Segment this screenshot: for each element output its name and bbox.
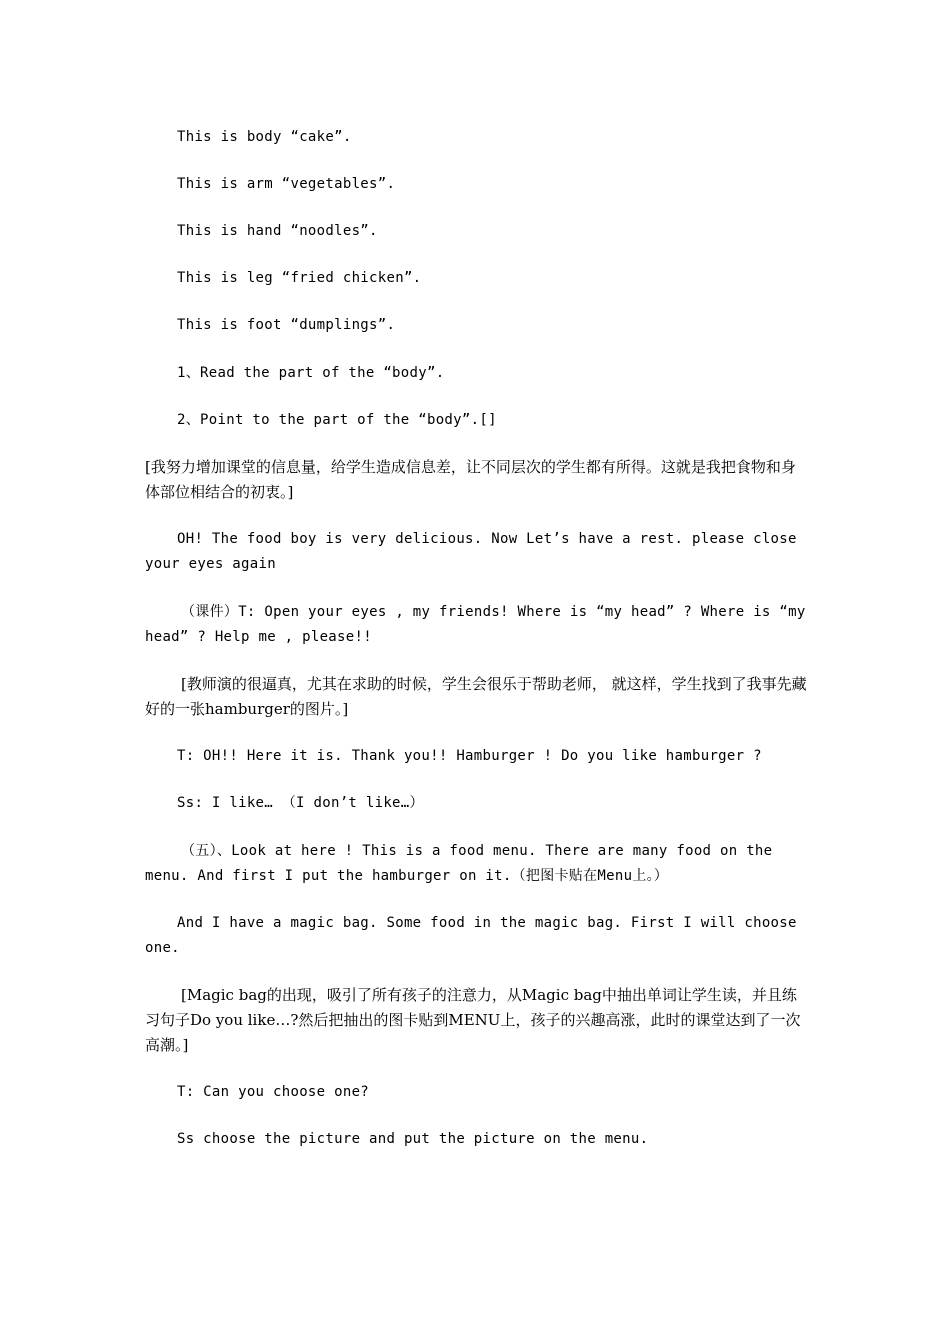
line-arm-vegetables: This is arm “vegetables”. (177, 176, 396, 192)
line-hand-noodles: This is hand “noodles”. (177, 223, 378, 239)
line-ss-choose-picture: Ss choose the picture and put the picture on the menu. (177, 1131, 649, 1147)
line-here-it-is: T: OH!! Here it is. Thank you!! Hamburger ! Do you like hamburger ? (177, 748, 762, 764)
line-leg-fried-chicken: This is leg “fried chicken”. (177, 270, 422, 286)
line-magic-bag: And I have a magic bag. Some food in the magic bag. First I will choose one. (145, 915, 797, 956)
section-five-food-menu: （五）、Look at here ! This is a food menu. There are many food on the menu. And first I put the hamburger on it.（把图卡贴在Menu上。） (145, 843, 773, 884)
line-body-cake: This is body “cake”. (177, 129, 352, 145)
step-read-body: 1、Read the part of the “body”. (177, 365, 445, 381)
teacher-note-info-gap: [我努力增加课堂的信息量，给学生造成信息差，让不同层次的学生都有所得。这就是我把食物和身体部位相结合的初衷。] (145, 458, 796, 501)
line-open-eyes: （课件）T: Open your eyes , my friends! Where is “my head” ? Where is “my head” ? Help me , please!! (145, 604, 806, 645)
line-ss-i-like: Ss: I like… （I don’t like…） (177, 795, 424, 811)
teacher-note-acting: [教师演的很逼真，尤其在求助的时候，学生会很乐于帮助老师， 就这样，学生找到了我事先藏好的一张hamburger的图片。] (145, 675, 807, 718)
line-food-boy-rest: OH! The food boy is very delicious. Now Let’s have a rest. please close your eyes again (145, 531, 797, 572)
teacher-note-magic-bag: [Magic bag的出现，吸引了所有孩子的注意力，从Magic bag中抽出单词让学生读，并且练习句子Do you like…?然后把抽出的图卡贴到MENU上，孩子的兴趣高涨，此时的课堂达到了一次高潮。] (145, 986, 801, 1054)
line-foot-dumplings: This is foot “dumplings”. (177, 317, 396, 333)
step-point-body: 2、Point to the part of the “body”.[] (177, 412, 497, 428)
line-choose-one: T: Can you choose one? (177, 1084, 370, 1100)
